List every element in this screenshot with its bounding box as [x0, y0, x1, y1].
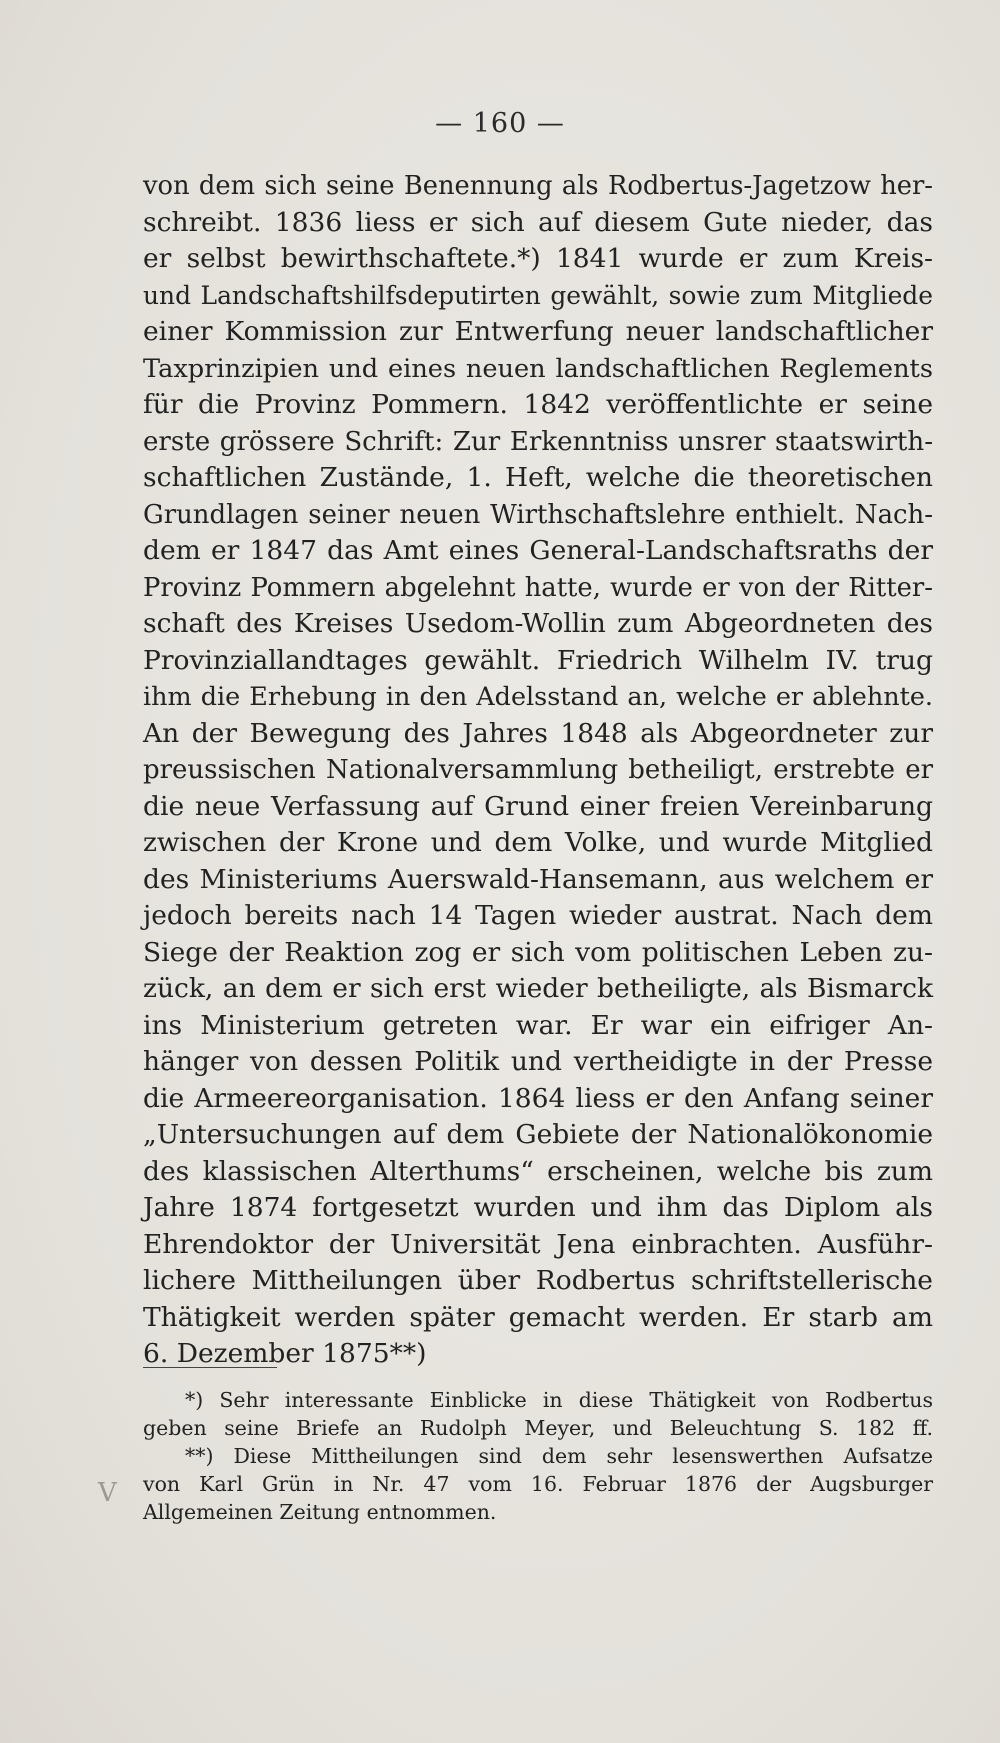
margin-pencil-mark: V	[98, 1478, 117, 1508]
text-line: dem er 1847 das Amt eines General-Landschaftsraths der	[143, 535, 933, 566]
text-line: er selbst bewirthschaftete.*) 1841 wurde er zum Kreis-	[143, 243, 933, 274]
text-line: Provinziallandtages gewählt. Friedrich Wilhelm IV. trug	[143, 644, 933, 676]
text-line: die Armeereorganisation. 1864 liess er den Anfang seiner	[143, 1082, 933, 1114]
text-line: schaft des Kreises Usedom-Wollin zum Abgeordneten des	[143, 608, 933, 639]
text-line: des Ministeriums Auerswald-Hansemann, aus welchem er	[143, 863, 933, 895]
footnote-line: **) Diese Mittheilungen sind dem sehr lesenswerthen Aufsatze	[185, 1444, 933, 1468]
text-line: zwischen der Krone und dem Volke, und wurde Mitglied	[143, 827, 933, 858]
text-line: einer Kommission zur Entwerfung neuer landschaftlicher	[143, 316, 933, 347]
text-line: lichere Mittheilungen über Rodbertus schriftstellerische	[143, 1265, 933, 1296]
footnotes	[143, 1386, 933, 1526]
footnote-line: geben seine Briefe an Rudolph Meyer, und Beleuchtung S. 182 ff.	[143, 1416, 933, 1440]
footnote-divider	[143, 1367, 277, 1368]
text-line: Ehrendoktor der Universität Jena einbrachten. Ausführ-	[143, 1228, 933, 1260]
text-line: zück, an dem er sich erst wieder betheiligte, als Bismarck	[143, 973, 933, 1004]
text-line: von dem sich seine Benennung als Rodbertus-Jagetzow her-	[143, 171, 933, 201]
page-number-header: — 160 —	[435, 108, 565, 139]
text-line: des klassischen Alterthums“ erscheinen, welche bis zum	[143, 1155, 933, 1187]
footnote-line-last: Allgemeinen Zeitung entnommen.	[143, 1500, 497, 1524]
text-line: schaftlichen Zustände, 1. Heft, welche die theoretischen	[143, 462, 933, 493]
text-line: schreibt. 1836 liess er sich auf diesem Gute nieder, das	[143, 206, 933, 238]
text-line: Grundlagen seiner neuen Wirthschaftslehre enthielt. Nach-	[143, 499, 933, 530]
text-line: jedoch bereits nach 14 Tagen wieder austrat. Nach dem	[143, 900, 933, 931]
text-line: Taxprinzipien und eines neuen landschaftlichen Reglements	[143, 353, 933, 384]
footnote-line: *) Sehr interessante Einblicke in diese Thätigkeit von Rodbertus	[185, 1388, 933, 1412]
text-line: Jahre 1874 fortgesetzt wurden und ihm das Diplom als	[143, 1192, 933, 1223]
text-line: „Untersuchungen auf dem Gebiete der Nationalökonomie	[143, 1119, 933, 1150]
text-line: hänger von dessen Politik und vertheidigte in der Presse	[143, 1046, 933, 1077]
text-line-last: 6. Dezember 1875**)	[143, 1338, 427, 1369]
text-line: die neue Verfassung auf Grund einer freien Vereinbarung	[143, 790, 933, 822]
text-line: und Landschaftshilfsdeputirten gewählt, sowie zum Mitgliede	[143, 280, 933, 310]
text-line: erste grössere Schrift: Zur Erkenntniss unsrer staatswirth-	[143, 426, 933, 457]
text-line: An der Bewegung des Jahres 1848 als Abgeordneter zur	[143, 717, 933, 749]
footnote-line: von Karl Grün in Nr. 47 vom 16. Februar 1876 der Augsburger	[143, 1472, 933, 1496]
text-line: ins Ministerium getreten war. Er war ein eifriger An-	[143, 1009, 933, 1041]
text-line: ihm die Erhebung in den Adelsstand an, welche er ablehnte.	[143, 682, 933, 712]
main-text	[143, 168, 933, 1373]
text-line: Provinz Pommern abgelehnt hatte, wurde er von der Ritter-	[143, 572, 933, 603]
text-line: preussischen Nationalversammlung betheiligt, erstrebte er	[143, 755, 933, 785]
text-line: Siege der Reaktion zog er sich vom politischen Leben zu-	[143, 936, 933, 968]
text-line: Thätigkeit werden später gemacht werden. Er starb am	[143, 1301, 933, 1333]
text-line: für die Provinz Pommern. 1842 veröffentlichte er seine	[143, 389, 933, 420]
